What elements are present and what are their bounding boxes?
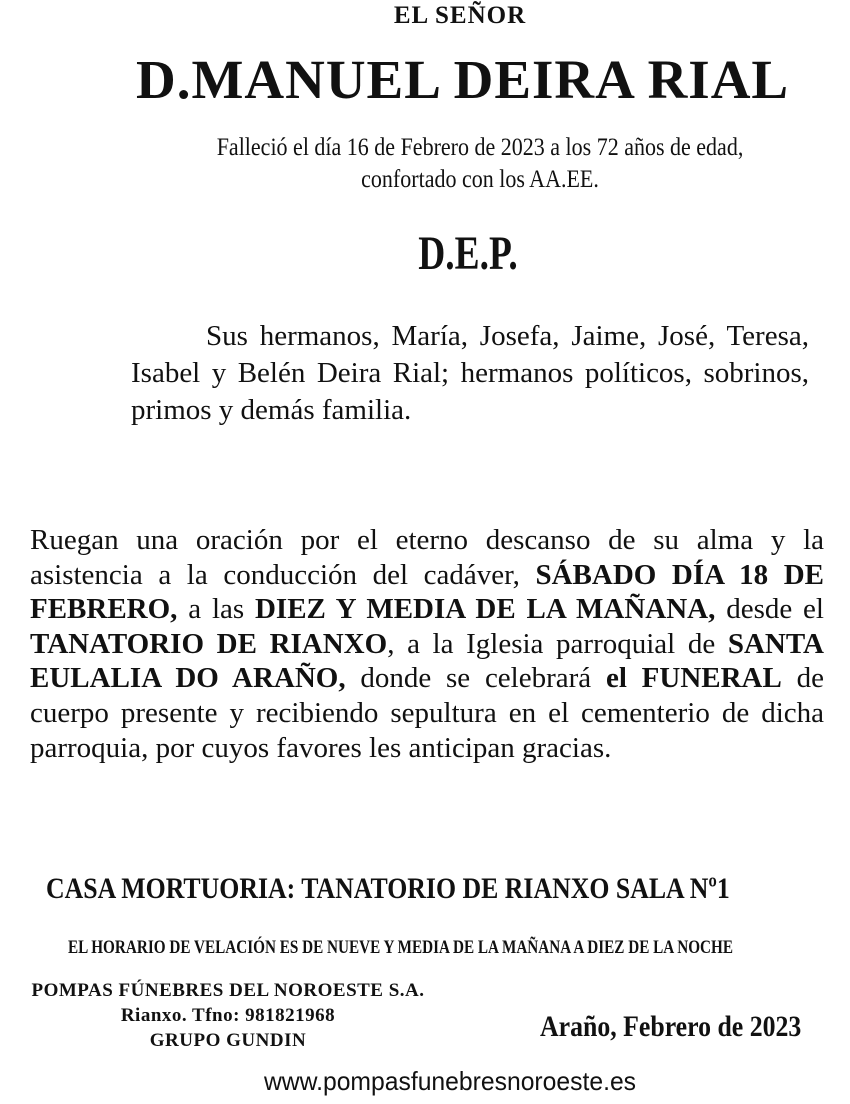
funeral-request-paragraph bbox=[30, 523, 824, 765]
website-link[interactable]: www.pompasfunebresnoroeste.es bbox=[263, 1066, 637, 1096]
place-date: Araño, Febrero de 2023 bbox=[540, 1010, 802, 1043]
request-text-5: donde se celebrará bbox=[345, 662, 606, 695]
funeral-home-name: POMPAS FÚNEBRES DEL NOROESTE S.A. bbox=[31, 980, 425, 1001]
request-text-3: desde el bbox=[715, 593, 824, 626]
request-time: DIEZ Y MEDIA DE LA MAÑANA, bbox=[254, 593, 716, 626]
request-text-4: , a la Iglesia parroquial de bbox=[387, 627, 728, 660]
death-notice bbox=[146, 132, 815, 196]
family-paragraph: Sus hermanos, María, Josefa, Jaime, José, Teresa, Isabel y Belén Deira Rial; hermanos políticos, sobrinos, primos y demás familia. bbox=[131, 320, 809, 426]
dep-heading: D.E.P. bbox=[418, 227, 518, 280]
title-prefix: EL SEÑOR bbox=[393, 2, 527, 29]
casa-mortuoria: CASA MORTUORIA: TANATORIO DE RIANXO SALA Nº1 bbox=[46, 872, 730, 905]
death-notice-line-2: confortado con los AA.EE. bbox=[361, 166, 599, 193]
funeral-home-phone: Rianxo. Tfno: 981821968 bbox=[120, 1005, 336, 1026]
request-text-1: Ruegan una oración por el eterno descanso de su alma y la asistencia a la conducción del cadáver, bbox=[30, 524, 824, 591]
funeral-home-group: GRUPO GUNDIN bbox=[149, 1030, 307, 1051]
request-funeral: el FUNERAL bbox=[605, 662, 782, 695]
request-text-6: de cuerpo presente y recibiendo sepultura en el cementerio de dicha parroquia, por cuyos favores les anticipan gracias. bbox=[30, 662, 824, 764]
death-notice-line-1: Falleció el día 16 de Febrero de 2023 a los 72 años de edad, bbox=[216, 134, 744, 161]
deceased-name: D.MANUEL DEIRA RIAL bbox=[136, 49, 790, 110]
funeral-home-block bbox=[8, 978, 448, 1053]
request-text-2: a las bbox=[177, 593, 255, 626]
request-origin: TANATORIO DE RIANXO bbox=[30, 627, 388, 660]
visiting-hours: EL HORARIO DE VELACIÓN ES DE NUEVE Y MEDIA DE LA MAÑANA A DIEZ DE LA NOCHE bbox=[68, 937, 733, 958]
request-church: SANTA EULALIA DO ARAÑO, bbox=[30, 627, 824, 695]
request-date: SÁBADO DÍA 18 DE FEBRERO, bbox=[30, 558, 824, 626]
